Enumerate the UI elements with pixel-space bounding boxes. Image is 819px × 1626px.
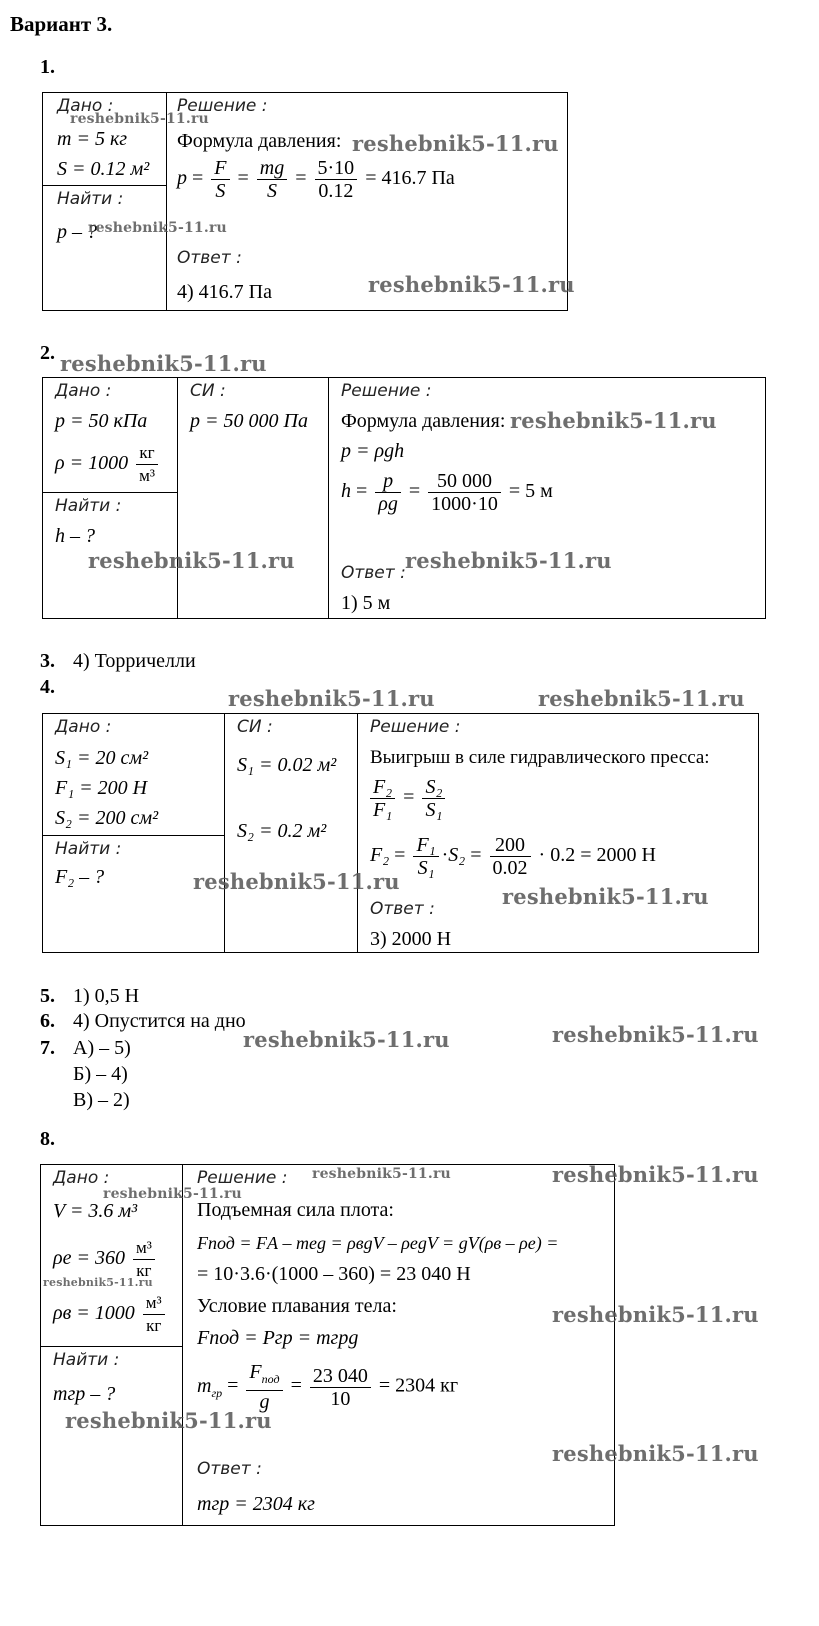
watermark: reshebnik5-11.ru — [552, 1302, 759, 1327]
task-4-number: 4. — [40, 676, 55, 698]
find-label: Найти : — [57, 189, 124, 209]
task-4-given-s1: S₁ = 20 см² — [55, 747, 149, 769]
task-6-number: 6. — [40, 1010, 55, 1032]
task-7-line-c: В) – 2) — [73, 1089, 130, 1111]
watermark: reshebnik5-11.ru — [552, 1162, 759, 1187]
task-1-result: = 416.7 Па — [365, 167, 455, 190]
task-1-find: p – ? — [57, 221, 97, 243]
task-8-line-3: = 10·3.6·(1000 – 360) = 23 040 Н — [197, 1263, 471, 1285]
task-2-si-cell — [178, 378, 329, 619]
task-2-formula: p = ρgh — [341, 440, 405, 462]
task-4-frac-den: 0.02 — [492, 857, 528, 879]
task-2-given-p: p = 50 кПа — [55, 410, 148, 432]
task-5-number: 5. — [40, 985, 55, 1007]
task-7-line-b: Б) – 4) — [73, 1063, 128, 1085]
task-2-answer: 1) 5 м — [341, 592, 391, 614]
task-2-rho-unit-top: кг — [136, 442, 158, 465]
task-4-formula: F₂ = $\frac{\text{F₁}}{\text{S₁}}$ ·S₂ = $\frac{200}{0.02}$ · 0.2 = 2000 Н — [370, 834, 656, 879]
si-label: СИ : — [237, 717, 273, 737]
answer-label: Ответ : — [370, 899, 435, 919]
task-2-rho-unit-bottom: м³ — [139, 466, 155, 485]
task-2-given-rho: ρ = 1000 — [55, 452, 129, 475]
task-3-answer: 4) Торричелли — [73, 650, 196, 672]
task-7-line-a: А) – 5) — [73, 1037, 131, 1059]
task-2-given-cell — [43, 378, 178, 493]
task-1-given-cell — [43, 93, 167, 186]
task-8-formula-m: $m_{гр}$ = $\frac{F_{под}}{g}$ = $\frac{23 040}{10}$ = 2304 кг — [197, 1361, 459, 1413]
task-8-table — [40, 1164, 615, 1526]
task-8-number: 8. — [40, 1128, 55, 1150]
task-4-si-cell — [225, 714, 358, 953]
given-label: Дано : — [55, 717, 112, 737]
task-2-given-rho-row — [55, 442, 161, 487]
task-8-given-rho-e: ρе = 360 — [53, 1247, 125, 1270]
task-8-unit-bottom: кг — [136, 1261, 152, 1280]
watermark: reshebnik5-11.ru — [368, 272, 575, 297]
watermark: reshebnik5-11.ru — [243, 1027, 450, 1052]
task-8-unit-top-2: м³ — [143, 1292, 165, 1315]
task-2-find: h – ? — [55, 525, 95, 547]
watermark: reshebnik5-11.ru — [88, 220, 227, 236]
task-8-given-rho-v-row — [53, 1292, 168, 1337]
watermark: reshebnik5-11.ru — [510, 408, 717, 433]
task-8-result: = 2304 кг — [378, 1374, 459, 1397]
task-4-result: · 0.2 = 2000 Н — [538, 844, 656, 867]
task-8-line-5: Fпод = Pгр = mгрg — [197, 1327, 359, 1349]
solution-label: Решение : — [341, 381, 432, 401]
task-4-given-f1: F₁ = 200 Н — [55, 777, 148, 799]
task-2-si-p: p = 50 000 Па — [190, 410, 308, 432]
task-3-number: 3. — [40, 650, 55, 672]
task-1-formula: p = $\frac{F}{S}$ = $\frac{mg}{S}$ = $\frac{5\cdot 10}{0.12}$ = 416.7 Па — [177, 157, 455, 202]
task-8-given-v: V = 3.6 м³ — [53, 1200, 138, 1222]
watermark: reshebnik5-11.ru — [552, 1022, 759, 1047]
watermark: reshebnik5-11.ru — [43, 1276, 153, 1289]
task-6-answer: 4) Опустится на дно — [73, 1010, 246, 1032]
task-4-si-s1: S₁ = 0.02 м² — [237, 754, 337, 776]
given-label: Дано : — [53, 1168, 110, 1188]
find-label: Найти : — [55, 839, 122, 859]
task-8-find-cell — [41, 1347, 183, 1526]
task-5-answer: 1) 0,5 Н — [73, 985, 140, 1007]
task-4-frac-num: 200 — [490, 834, 531, 857]
watermark: reshebnik5-11.ru — [502, 884, 709, 909]
given-label: Дано : — [55, 381, 112, 401]
watermark: reshebnik5-11.ru — [228, 686, 435, 711]
watermark: reshebnik5-11.ru — [88, 548, 295, 573]
task-8-given-rho-v: ρв = 1000 — [53, 1302, 135, 1325]
task-4-si-s2: S₂ = 0.2 м² — [237, 820, 327, 842]
given-label: Дано : — [57, 96, 114, 116]
watermark: reshebnik5-11.ru — [60, 351, 267, 376]
solution-label: Решение : — [197, 1168, 288, 1188]
watermark: reshebnik5-11.ru — [193, 869, 400, 894]
task-8-unit-bottom-2: кг — [146, 1316, 162, 1335]
answer-label: Ответ : — [197, 1459, 262, 1479]
watermark: reshebnik5-11.ru — [538, 686, 745, 711]
task-8-unit-top: м³ — [133, 1237, 155, 1260]
task-4-answer: 3) 2000 Н — [370, 928, 452, 950]
task-1-number: 1. — [40, 56, 55, 78]
task-8-frac-num: 23 040 — [310, 1365, 371, 1388]
task-8-line-1: Подъемная сила плота: — [197, 1199, 394, 1221]
task-8-frac-den: 10 — [330, 1387, 351, 1410]
task-2-frac-num: 50 000 — [428, 470, 501, 493]
task-1-find-cell — [43, 186, 167, 311]
task-8-find: mгр – ? — [53, 1383, 116, 1405]
task-7-number: 7. — [40, 1037, 55, 1059]
task-1-answer: 4) 416.7 Па — [177, 281, 272, 303]
watermark: reshebnik5-11.ru — [65, 1408, 272, 1433]
task-1-given-m: m = 5 кг — [57, 128, 128, 150]
solution-label: Решение : — [370, 717, 461, 737]
task-1-given-s: S = 0.12 м² — [57, 158, 150, 180]
task-4-find-cell — [43, 836, 225, 953]
task-4-given-cell — [43, 714, 225, 836]
watermark: reshebnik5-11.ru — [312, 1166, 451, 1182]
find-label: Найти : — [55, 496, 122, 516]
task-2-formula-h: h = $\frac{p}{\rho g}$ = $\frac{50 000}{1000\cdot 10}$ = 5 м — [341, 470, 553, 515]
task-4-title: Выигрыш в силе гидравлического пресса: — [370, 747, 710, 768]
task-8-solution-cell — [183, 1165, 615, 1526]
page-title: Вариант 3. — [10, 12, 113, 36]
solution-label: Решение : — [177, 96, 268, 116]
find-label: Найти : — [53, 1350, 120, 1370]
task-8-line-4: Условие плавания тела: — [197, 1295, 397, 1317]
watermark: reshebnik5-11.ru — [552, 1441, 759, 1466]
watermark: reshebnik5-11.ru — [352, 131, 559, 156]
task-2-formula-title: Формула давления: — [341, 410, 506, 432]
watermark: reshebnik5-11.ru — [70, 111, 209, 127]
task-2-frac-den: 1000·10 — [431, 493, 498, 515]
watermark: reshebnik5-11.ru — [103, 1186, 242, 1202]
si-label: СИ : — [190, 381, 226, 401]
task-4-table — [42, 713, 759, 953]
task-8-answer: mгр = 2304 кг — [197, 1493, 315, 1515]
task-4-solution-cell — [358, 714, 759, 953]
answer-label: Ответ : — [177, 248, 242, 268]
watermark: reshebnik5-11.ru — [405, 548, 612, 573]
task-2-result: = 5 м — [508, 480, 553, 503]
task-4-ratio: $\frac{\text{F₂}}{\text{F₁}}$ = $\frac{\text{S₂}}{\text{S₁}}$ — [370, 776, 448, 821]
task-4-find: F₂ – ? — [55, 866, 105, 888]
task-8-line-2: Fпод = FА – mеg = ρвgV – ρеgV = gV(ρв – ρе) = — [197, 1233, 559, 1253]
task-1-formula-title: Формула давления: — [177, 130, 342, 152]
task-4-given-s2: S₂ = 200 см² — [55, 807, 159, 829]
answer-label: Ответ : — [341, 563, 406, 583]
task-2-number: 2. — [40, 342, 55, 364]
